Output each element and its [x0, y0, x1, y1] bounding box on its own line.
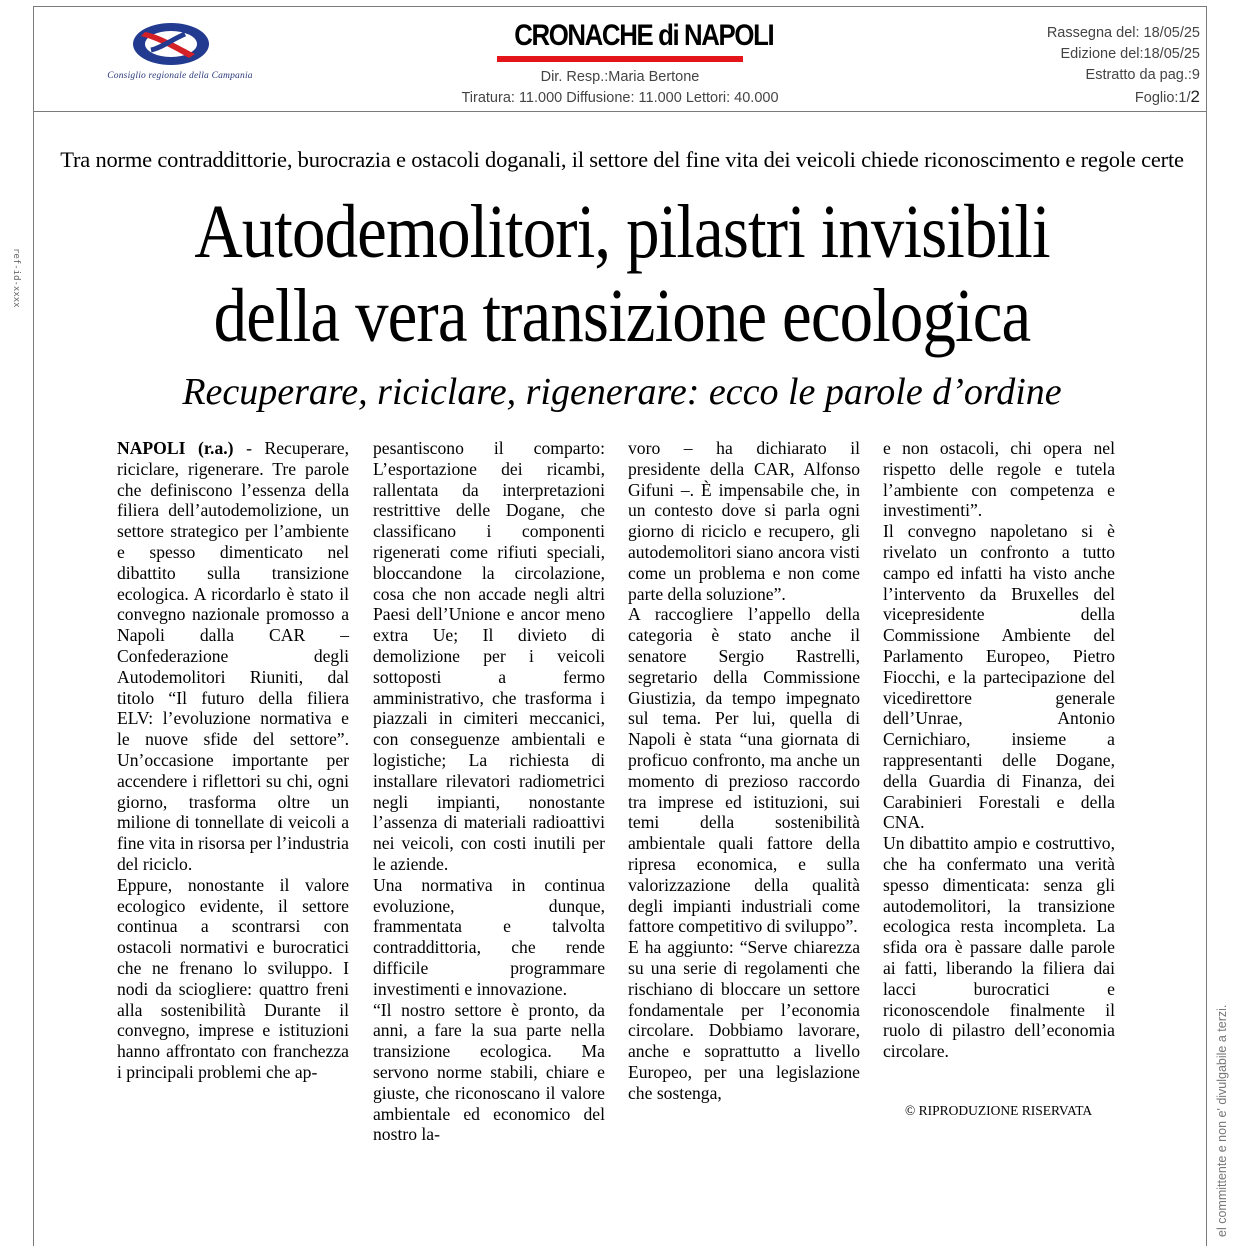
headline-line-1: Autodemolitori, pilastri invisibili	[194, 190, 1050, 274]
paragraph: E ha aggiunto: “Serve chiarezza su una serie di regolamenti che rischiano di bloccare un settore fondamentale per l’economia circolare. Dobbiamo lavorare, anche e soprattutto a livello Europeo, per una legislazione che sostenga,	[628, 937, 860, 1103]
sheet-total: 2	[1190, 87, 1200, 106]
paragraph: A raccogliere l’appello della categoria è stato anche il senatore Sergio Rastrelli, segretario della Commissione Giustizia, da tempo impegnato sul tema. Per lui, quella di Napoli è stata “una giornata di proficuo confronto, ma anche un momento di prezioso raccordo tra imprese ed istituzioni, sui temi della sostenibilità ambientale quali fattore della ripresa economica, e sulla valorizzazione della qualità degli impianti industriali come fattore competitivo di sviluppo”.	[628, 604, 860, 937]
paragraph: voro – ha dichiarato il presidente della CAR, Alfonso Gifuni –. È impensabile che, in un contesto dove si parla ogni giorno di riciclo e recupero, gli autodemolitori siano ancora visti come un problema e non come parte della soluzione”.	[628, 438, 860, 604]
article-subhead: Recuperare, riciclare, rigenerare: ecco le parole d’ordine	[182, 371, 1062, 413]
regional-council-logo	[85, 18, 275, 88]
article-column-4	[883, 438, 1115, 1062]
logo-caption: Consiglio regionale della Campania	[107, 71, 253, 81]
masthead	[497, 18, 774, 62]
paragraph: Il convegno napoletano si è rivelato un confronto a tutto campo ed infatti ha visto anche l’intervento da Bruxelles del vicepresidente della Commissione Ambiente del Parlamento Europeo, Pietro Fiocchi, e la partecipazione del vicedirettore generale dell’Unrae, Antonio Cernichiaro, insieme a rappresentanti delle Dogane, della Guardia di Finanza, dei Carabinieri Forestali e della CNA.	[883, 521, 1115, 833]
edition-date: Edizione del:18/05/25	[1060, 46, 1200, 62]
sheet-number: Foglio:1/2	[1134, 87, 1200, 106]
campania-emblem-icon	[131, 20, 211, 68]
paragraph: “Il nostro settore è pronto, da anni, a fare la sua parte nella transizione ecologica. Ma servono norme stabili, chiare e giuste, che riconoscano il valore ambientale ed economico del nostro la-	[373, 999, 605, 1145]
paragraph: pesantiscono il comparto: L’esportazione dei ricambi, rallentata da interpretazioni restrittive delle Dogane, che classificano i componenti rigenerati come rifiuti speciali, bloccandone la circolazione, cosa che non accade negli altri Paesi dell’Unione e ancor meno extra Ue; Il divieto di demolizione per i veicoli sottoposti a fermo amministrativo, che trasforma i piazzali in cimiteri meccanici, con conseguenze ambientali e logistiche; La richiesta di installare rilevatori radiometrici negli impianti, nonostante l’assenza di materiali radioattivi nei veicoli, con costi inutili per le aziende.	[373, 438, 605, 874]
paragraph: Un dibattito ampio e costruttivo, che ha confermato una verità spesso dimenticata: senza gli autodemolitori, la transizione ecologica resta incompleta. La sfida ora è passare dalle parole ai fatti, liberando la filiera dai lacci burocratici e riconoscendole finalmente il ruolo di pilastro dell’economia circolare.	[883, 833, 1115, 1062]
article-column-1	[117, 438, 349, 1083]
article-column-2	[373, 438, 605, 1145]
paragraph: e non ostacoli, chi opera nel rispetto delle regole e tutela l’ambiente con competenza e investimenti”.	[883, 438, 1115, 521]
article-headline	[40, 190, 1204, 358]
page-extract: Estratto da pag.:9	[1085, 67, 1200, 83]
reference-id: ref-id-xxxx	[11, 248, 21, 308]
headline-line-2: della vera transizione ecologica	[213, 274, 1031, 358]
usage-note-margin	[1212, 960, 1230, 1241]
header-divider	[33, 111, 1207, 112]
paragraph: Eppure, nonostante il valore ecologico evidente, il settore continua a scontrarsi con ostacoli normativi e burocratici che ne frenano lo sviluppo. I nodi da sciogliere: quattro freni alla sostenibilità Durante il convegno, imprese e istituzioni hanno affrontato con franchezza i principali problemi che ap-	[117, 874, 349, 1082]
article-kicker: Tra norme contraddittorie, burocrazia e ostacoli doganali, il settore del fine vita dei veicoli chiede riconoscimento e regole certe	[60, 147, 1184, 172]
paragraph: Una normativa in continua evoluzione, dunque, frammentata e talvolta contraddittoria, che rende difficile programmare investimenti e innovazione.	[373, 874, 605, 999]
paragraph: NAPOLI (r.a.) - Recuperare, riciclare, rigenerare. Tre parole che definiscono l’essenza della filiera dell’autodemolizione, un settore strategico per l’ambiente e spesso dimenticato nel dibattito sulla transizione ecologica. A ricordarlo è stato il convegno nazionale promosso a Napoli dalla CAR – Confederazione degli Autodemolitori Riuniti, dal titolo “Il futuro della filiera ELV: l’evoluzione normativa e le nuove sfide del settore”. Un’occasione importante per accendere i riflettori su chi, ogni giorno, trasforma oltre un milione di tonnellate di veicoli a fine vita in risorsa per l’industria del riciclo.	[117, 438, 349, 874]
newspaper-name: CRONACHE di NAPOLI	[514, 19, 774, 52]
usage-note: el committente e non e' divulgabile a terzi.	[1215, 1004, 1229, 1237]
reference-id-margin	[9, 250, 21, 340]
clipping-info	[1047, 23, 1200, 109]
dateline: NAPOLI (r.a.)	[117, 438, 234, 458]
rassegna-date: Rassegna del: 18/05/25	[1046, 25, 1200, 41]
director-line: Dir. Resp.:Maria Bertone	[540, 69, 700, 85]
circulation-line: Tiratura: 11.000 Diffusione: 11.000 Lettori: 40.000	[461, 90, 779, 106]
article-column-3	[628, 438, 860, 1104]
masthead-red-bar	[497, 56, 743, 62]
publication-info	[400, 67, 840, 109]
copyright-notice: © RIPRODUZIONE RISERVATA	[905, 1103, 1093, 1118]
